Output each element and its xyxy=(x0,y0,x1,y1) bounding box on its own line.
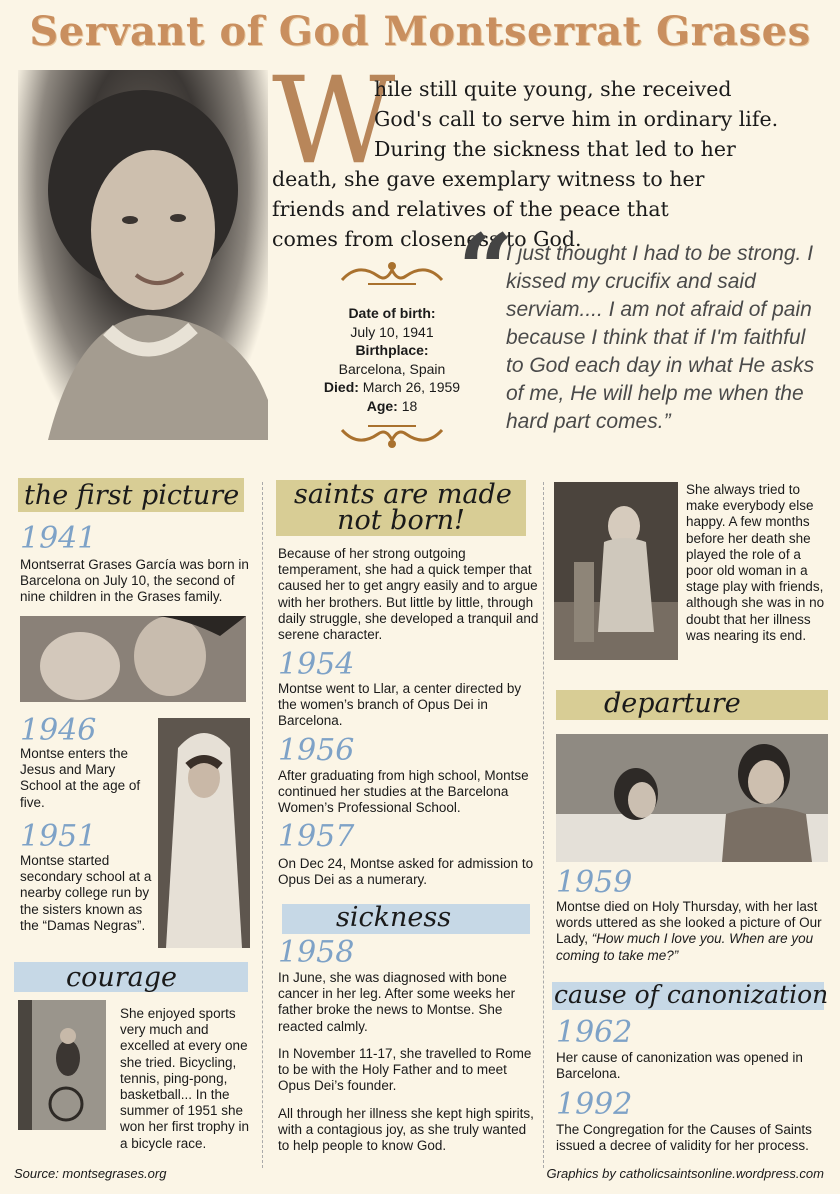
footer-credit: Graphics by catholicsaintsonline.wordpress.com xyxy=(546,1166,824,1181)
column-divider-1 xyxy=(262,482,263,1168)
birth-label: Date of birth: xyxy=(348,305,436,321)
stage-play-photo xyxy=(554,482,678,660)
text-1946: Montse enters the Jesus and Mary School at the age of five. xyxy=(20,746,141,810)
footer-source: Source: montsegrases.org xyxy=(14,1166,167,1181)
intro-rest: death, she gave exemplary witness to her friends and relatives of the peace that comes from closeness to God. xyxy=(272,167,705,251)
heading-courage: courage xyxy=(66,962,178,993)
ornament-bottom-icon xyxy=(338,422,446,452)
year-1951: 1951 xyxy=(20,819,97,854)
year-1956: 1956 xyxy=(278,733,355,768)
bicycle-photo xyxy=(18,1000,106,1130)
text-courage: She enjoyed sports very much and excelled at every one she tried. Bicycling, tennis, ping-pong, basketball... In the summer of 1951 she won her first trophy in a bicycle race. xyxy=(120,1006,250,1151)
text-1941: Montserrat Grases García was born in Barcelona on July 10, the second of nine children in the Grases family. xyxy=(20,557,249,605)
baby-photo xyxy=(20,616,246,702)
year-1954: 1954 xyxy=(278,647,355,682)
text-1959-body: Montse died on Holy Thursday, with her last words uttered as she looked a picture of Our Lady, xyxy=(556,899,822,947)
heading-saints-line-1: saints are made xyxy=(294,479,512,510)
communion-photo xyxy=(158,718,250,948)
text-1951: Montse started secondary school at a nearby college run by the sisters known as the “Damas Negras”. xyxy=(20,853,152,933)
heading-saints xyxy=(294,478,512,538)
text-stage-play: She always tried to make everybody else happy. A few months before her death she played the role of a poor old woman in a stage play with friends, although she was in no doubt that her illness was nearing its end. xyxy=(686,482,825,643)
heading-sickness: sickness xyxy=(336,902,452,933)
text-1962: Her cause of canonization was opened in Barcelona. xyxy=(556,1050,803,1082)
heading-departure: departure xyxy=(604,688,741,719)
facts-box xyxy=(312,304,472,416)
year-1941: 1941 xyxy=(20,521,97,556)
age-value: 18 xyxy=(401,397,418,414)
died-label: Died: xyxy=(323,379,359,396)
year-1962: 1962 xyxy=(556,1015,633,1050)
heading-first-picture: the first picture xyxy=(24,480,240,511)
year-1958: 1958 xyxy=(278,935,355,970)
page-title: Servant of God Montserrat Grases xyxy=(29,8,811,55)
year-1946: 1946 xyxy=(20,713,97,748)
year-1992: 1992 xyxy=(556,1087,633,1122)
heading-cause: cause of canonization xyxy=(554,980,829,1009)
age-label: Age: xyxy=(366,397,398,414)
text-1956: After graduating from high school, Montse continued her studies at the Barcelona Women’s Professional School. xyxy=(278,768,529,816)
text-1958-c: All through her illness she kept high spirits, with a contagious joy, as she truly wanted to help people to know God. xyxy=(278,1106,534,1154)
heading-saints-line-2: not born! xyxy=(337,505,465,536)
text-1959 xyxy=(556,899,834,964)
column-divider-2 xyxy=(543,482,544,1168)
text-1957: On Dec 24, Montse asked for admission to Opus Dei as a numerary. xyxy=(278,856,534,888)
ornament-top-icon xyxy=(338,258,446,288)
text-saints-intro: Because of her strong outgoing temperament, she had a quick temper that caused her to get angry easily and to argue with her brothers. But little by little, through daily struggle, she developed a tranquil and serene character. xyxy=(278,546,539,643)
year-1959: 1959 xyxy=(556,865,633,900)
text-1992: The Congregation for the Causes of Saints issued a decree of validity for her process. xyxy=(556,1122,812,1154)
text-1958-b: In November 11-17, she travelled to Rome to be with the Holy Father and to meet Opus Dei’s founder. xyxy=(278,1046,532,1094)
intro-line-2: God's call to serve him in ordinary life. xyxy=(374,107,779,131)
drop-cap: W xyxy=(272,52,396,191)
quote-mark-icon: “ xyxy=(458,213,514,326)
birthplace-label: Birthplace: xyxy=(355,342,429,359)
portrait-photo xyxy=(18,70,268,440)
hospital-photo xyxy=(556,734,828,862)
intro-line-1: hile still quite young, she received xyxy=(374,77,732,101)
pull-quote: I just thought I had to be strong. I kissed my crucifix and said serviam.... I am not afraid of pain because I think that if I'm faithful to God each day in what He asks of me, He will help me when the hard part comes.” xyxy=(506,242,815,433)
text-1954: Montse went to Llar, a center directed by the women’s branch of Opus Dei in Barcelona. xyxy=(278,681,522,729)
birthplace-value: Barcelona, Spain xyxy=(338,360,446,377)
intro-paragraph xyxy=(272,74,812,254)
text-1958-a: In June, she was diagnosed with bone cancer in her leg. After some weeks her father broke the news to Montse. She reacted calmly. xyxy=(278,970,516,1034)
died-value: March 26, 1959 xyxy=(362,379,461,396)
text-1959-quote: “How much I love you. When are you coming to take me?” xyxy=(556,931,814,963)
intro-line-3: During the sickness that led to her xyxy=(374,137,736,161)
year-1957: 1957 xyxy=(278,819,355,854)
birth-value: July 10, 1941 xyxy=(350,323,434,340)
